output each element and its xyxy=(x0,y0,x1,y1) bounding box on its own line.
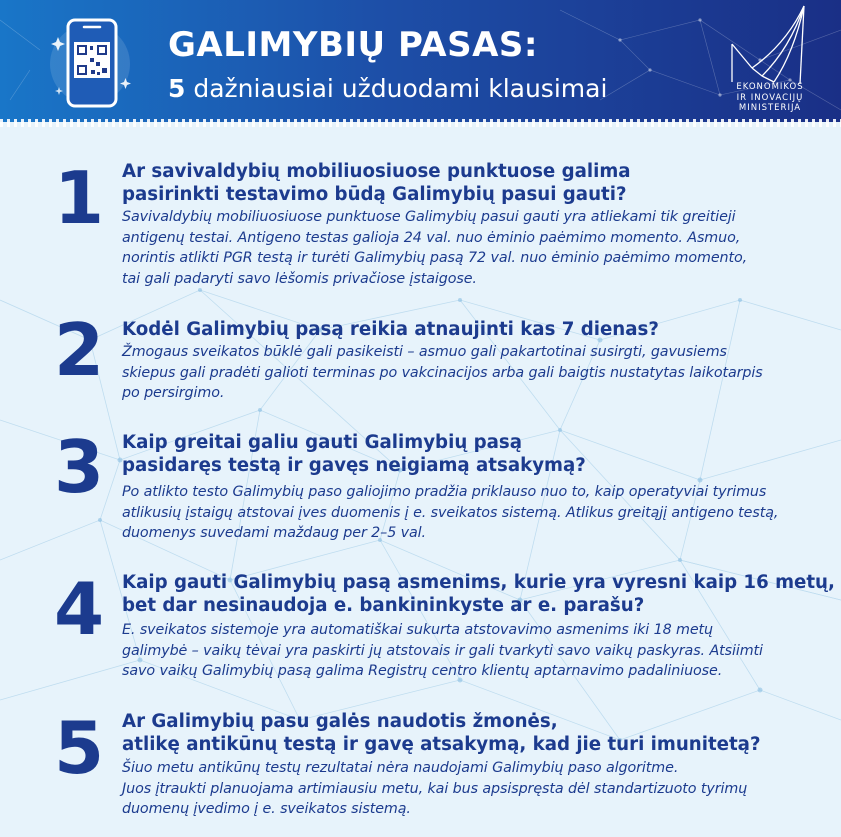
answer-line: antigenų testai. Antigeno testas galioja 24 val. nuo ėminio paėmimo momento. Asmuo, xyxy=(122,229,741,246)
faq-number: 5 xyxy=(54,706,105,790)
answer-line: duomenys suvedami maždaug per 2–5 val. xyxy=(122,525,426,541)
header-banner xyxy=(0,0,841,122)
page-subtitle xyxy=(168,74,607,103)
question-line: Kaip gauti Galimybių pasą asmenims, kurie yra vyresni kaip 16 metų, xyxy=(122,572,835,593)
faq-question xyxy=(122,571,835,617)
faq-question xyxy=(122,431,586,477)
answer-line: norintis atlikti PGR testą ir turėti Galimybių pasą 72 val. nuo ėminio paėmimo momento, xyxy=(122,250,748,266)
question-line: pasidaręs testą ir gavęs neigiamą atsakymą? xyxy=(122,455,586,476)
question-line: Kodėl Galimybių pasą reikia atnaujinti kas 7 dienas? xyxy=(122,319,659,340)
answer-line: skiepus gali pradėti galioti terminas po vakcinacijos arba gali baigtis nustatytas laikotarpis xyxy=(122,364,763,381)
answer-line: atlikusių įstaigų atstovai įves duomenis į e. sveikatos sistemą. Atlikus greitąjį antigeno testą, xyxy=(122,504,779,521)
answer-line: savo vaikų Galimybių pasą galima Registrų centro klientų aptarnavimo padaliniuose. xyxy=(122,663,723,679)
answer-line: tai gali padaryti savo lėšomis privačiose įstaigose. xyxy=(122,270,477,287)
question-line: pasirinkti testavimo būdą Galimybių pasui gauti? xyxy=(122,184,627,205)
ministry-line: EKONOMIKOS xyxy=(736,82,804,92)
faq-answer xyxy=(122,342,763,404)
faq-question xyxy=(122,710,761,756)
ministry-logo xyxy=(724,4,812,84)
question-line: Ar Galimybių pasu galės naudotis žmonės, xyxy=(122,711,558,732)
faq-answer xyxy=(122,207,747,289)
question-line: Ar savivaldybių mobiliuosiuose punktuose galima xyxy=(122,161,631,182)
faq-answer xyxy=(122,758,747,820)
question-line: bet dar nesinaudoja e. bankininkyste ar e. parašu? xyxy=(122,595,645,616)
ministry-name xyxy=(714,82,826,114)
answer-line: Juos įtraukti planuojama artimiausiu metu, kai bus apsispręsta dėl standartizuoto tyrimų xyxy=(122,780,748,797)
subtitle-text: dažniausiai užduodami klausimai xyxy=(193,74,608,103)
subtitle-number: 5 xyxy=(168,74,186,103)
answer-line: Savivaldybių mobiliuosiuose punktuose Galimybių pasui gauti yra atliekami tik greitieji xyxy=(122,209,736,225)
question-line: Kaip greitai galiu gauti Galimybių pasą xyxy=(122,432,522,453)
header-divider xyxy=(0,119,841,127)
faq-number: 2 xyxy=(54,308,105,392)
smartphone-qr-icon xyxy=(44,12,136,112)
ministry-line: MINISTERIJA xyxy=(738,103,802,113)
faq-question xyxy=(122,160,631,206)
answer-line: Po atlikto testo Galimybių paso galiojimo pradžia priklauso nuo to, kaip operatyviai tyrimus xyxy=(122,484,767,500)
answer-line: E. sveikatos sistemoje yra automatiškai sukurta atstovavimo asmenims iki 18 metų xyxy=(122,622,713,638)
answer-line: galimybė – vaikų tėvai yra paskirti jų atstovais ir gali tvarkyti savo vaikų paskyras. Atsiimti xyxy=(122,642,763,659)
answer-line: duomenų įvedimo į e. sveikatos sistemą. xyxy=(122,801,411,817)
answer-line: Šiuo metu antikūnų testų rezultatai nėra naudojami Galimybių paso algoritme. xyxy=(122,760,679,776)
question-line: atlikę antikūnų testą ir gavę atsakymą, kad jie turi imunitetą? xyxy=(122,734,761,755)
answer-line: po persirgimo. xyxy=(122,385,225,401)
page-title: GALIMYBIŲ PASAS: xyxy=(168,25,538,65)
faq-number: 1 xyxy=(54,156,105,240)
answer-line: Žmogaus sveikatos būklė gali pasikeisti – asmuo gali pakartotinai susirgti, gavusiems xyxy=(122,344,727,360)
faq-number: 3 xyxy=(54,425,105,509)
faq-question xyxy=(122,318,659,341)
faq-number: 4 xyxy=(54,567,105,651)
faq-answer xyxy=(122,620,763,682)
faq-answer xyxy=(122,482,778,544)
ministry-line: IR INOVACIJŲ xyxy=(736,92,804,103)
